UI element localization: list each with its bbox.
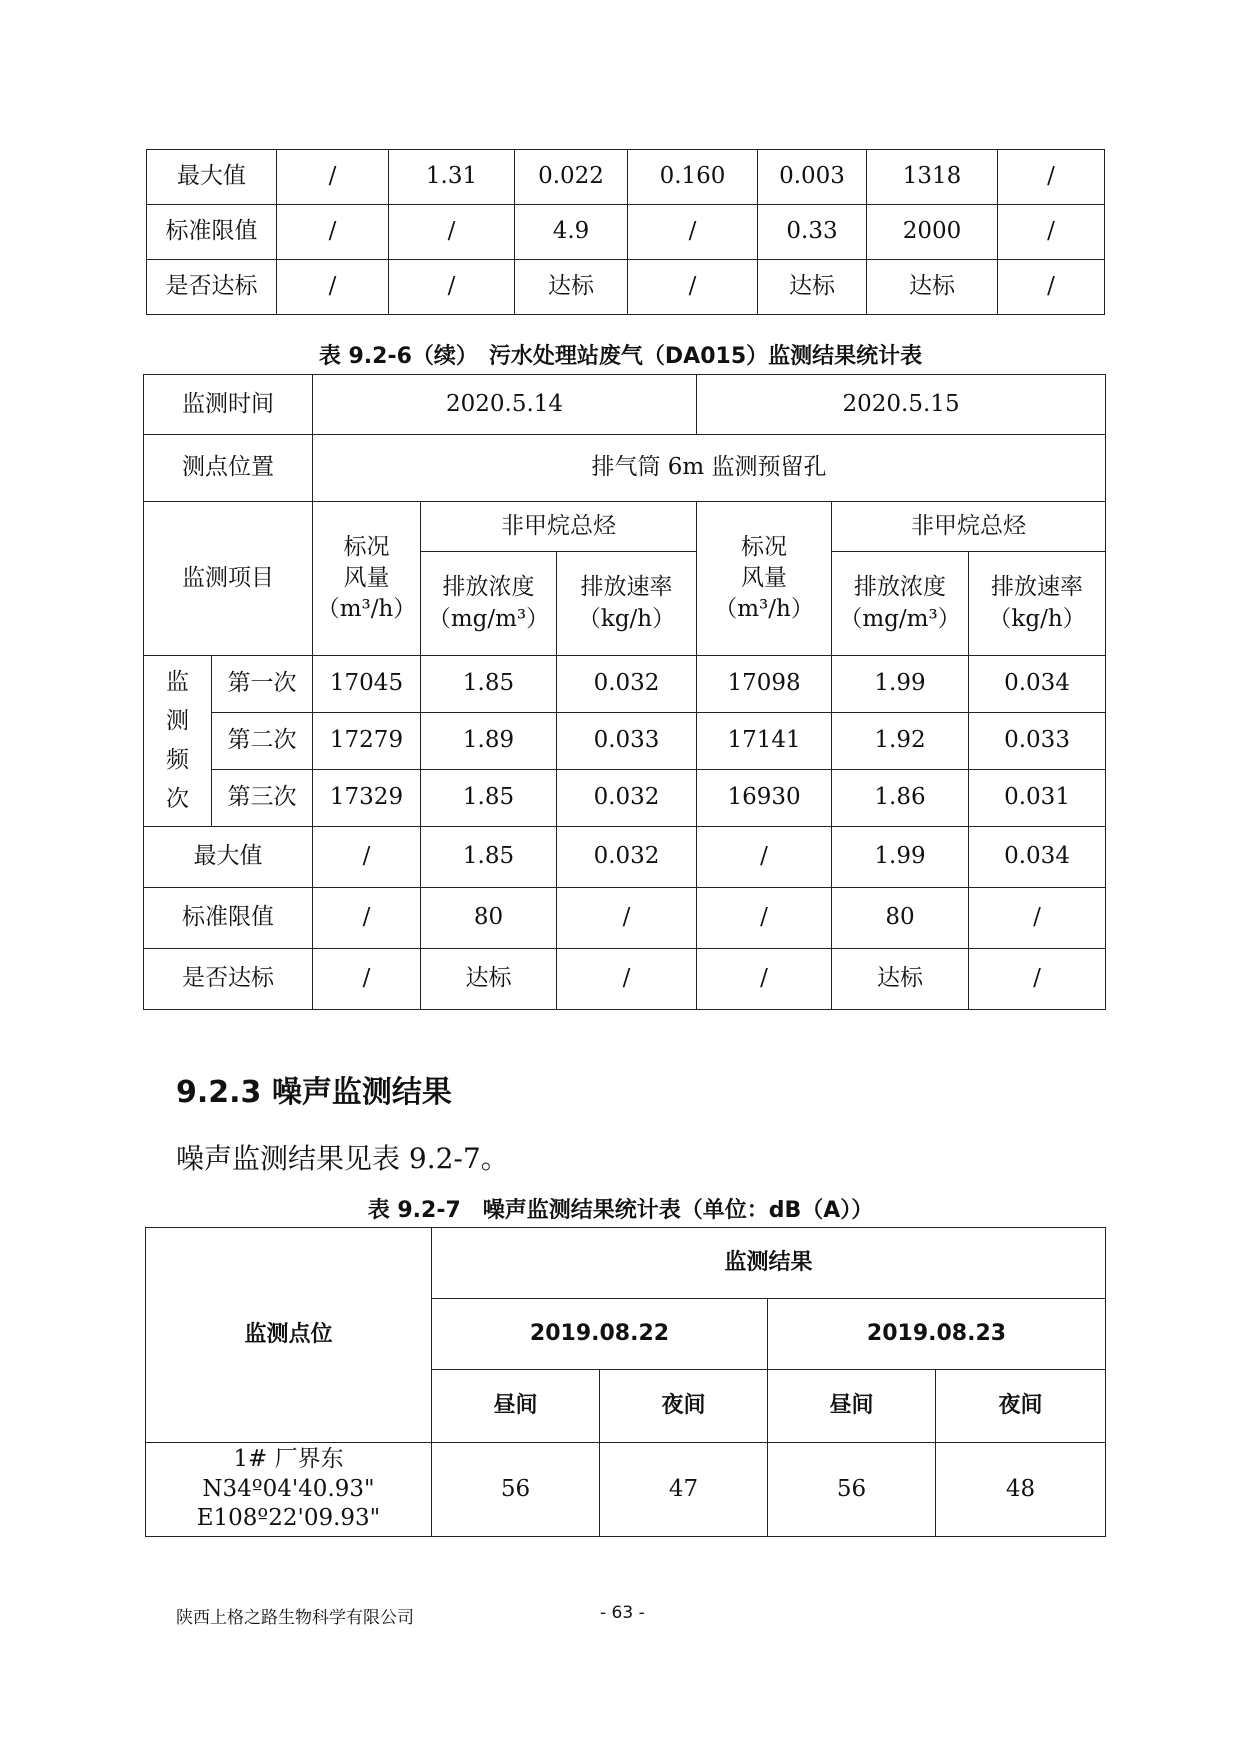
result-label: 监测结果 [432,1228,1106,1299]
table-cell: / [557,949,697,1010]
table-row [144,770,1106,827]
table-cell: 0.032 [557,656,697,713]
table-cell: / [998,150,1105,205]
table-row [147,260,1105,315]
table-cell: 0.033 [557,713,697,770]
table-row [147,150,1105,205]
footer-page-number: - 63 - [600,1603,645,1623]
table-cell: / [557,888,697,949]
table-cell: / [313,827,421,888]
point-label: 监测点位 [146,1228,432,1443]
noise-value: 56 [768,1443,936,1537]
table-cell: / [277,205,389,260]
table-cell: 1.89 [421,713,557,770]
table6-summary [144,827,1106,1010]
flow-header-1 [313,502,421,656]
table-cell: 1.31 [389,150,515,205]
flow-l3: （m³/h） [714,596,814,623]
conc-l1: 排放浓度 [442,574,535,601]
table-cell: 0.033 [969,713,1106,770]
footer-company: 陕西上格之路生物科学有限公司 [176,1608,414,1628]
conc-l2: （mg/m³） [427,605,550,632]
table-cell: 17329 [313,770,421,827]
night-header-1: 夜间 [600,1370,768,1443]
rate-l1: 排放速率 [991,574,1084,601]
point-l2: N34º04'40.93" [202,1475,375,1502]
table7 [145,1227,1106,1537]
rate-l2: （kg/h） [988,605,1086,632]
table-cell: 1.92 [832,713,969,770]
table-cell: / [313,949,421,1010]
table-cell: 0.032 [557,827,697,888]
row-label: 第三次 [212,770,313,827]
table-cell: 0.032 [557,770,697,827]
row-label: 第一次 [212,656,313,713]
freq-label-char: 频 [166,747,189,773]
table-cell: / [969,949,1106,1010]
table-cell: 达标 [515,260,628,315]
row-label: 标准限值 [147,205,277,260]
nmhc-header-1: 非甲烷总烃 [421,502,697,552]
table-row [144,888,1106,949]
day-header-1: 昼间 [432,1370,600,1443]
row-label: 最大值 [147,150,277,205]
table-cell: / [969,888,1106,949]
table-cell: / [998,205,1105,260]
table-cell: 0.034 [969,827,1106,888]
conc-header-1 [421,552,557,656]
night-header-2: 夜间 [936,1370,1106,1443]
date1: 2020.5.14 [313,375,697,435]
time-label: 监测时间 [144,375,313,435]
table-cell: 1.86 [832,770,969,827]
table-cell: / [277,260,389,315]
conc-l1: 排放浓度 [854,574,947,601]
table-row [144,656,1106,713]
row-label: 第二次 [212,713,313,770]
table-cell: 1.85 [421,656,557,713]
table-cell: 1.99 [832,656,969,713]
conc-header-2 [832,552,969,656]
table-cell: / [697,827,832,888]
point-cell [146,1443,432,1537]
flow-l3: （m³/h） [316,596,417,623]
table-row [147,205,1105,260]
table-cell: 0.031 [969,770,1106,827]
table6 [143,374,1106,1010]
table-cell: 80 [832,888,969,949]
conc-l2: （mg/m³） [839,605,961,632]
nmhc-header-2: 非甲烷总烃 [832,502,1106,552]
row-label: 是否达标 [144,949,313,1010]
row-label: 标准限值 [144,888,313,949]
freq-label-char: 监 [166,668,189,695]
table7-caption: 表 9.2-7 噪声监测结果统计表（单位：dB（A）） [367,1198,874,1223]
table-cell: 4.9 [515,205,628,260]
position-value: 排气筒 6m 监测预留孔 [313,435,1106,502]
table-cell: / [697,888,832,949]
table-cell: 17141 [697,713,832,770]
table-cell: / [389,260,515,315]
rate-l2: （kg/h） [577,605,676,632]
table-cell: / [389,205,515,260]
table-cell: 2000 [867,205,998,260]
table-cell: 1.85 [421,827,557,888]
prev-table-body [147,150,1105,315]
table-cell: 0.33 [758,205,867,260]
item-label: 监测项目 [144,502,313,656]
table6-rows [144,656,1106,827]
t7-date1: 2019.08.22 [432,1299,768,1370]
table-cell: 17045 [313,656,421,713]
table-cell: / [697,949,832,1010]
table-cell: 达标 [758,260,867,315]
position-label: 测点位置 [144,435,313,502]
table-row [144,713,1106,770]
flow-l2: 风量 [343,564,390,591]
prev-table [146,149,1105,315]
rate-header-1 [557,552,697,656]
table-cell: 达标 [867,260,998,315]
table-cell: 达标 [421,949,557,1010]
table-cell: 1.99 [832,827,969,888]
table-cell: 80 [421,888,557,949]
noise-value: 47 [600,1443,768,1537]
freq-label-char: 测 [166,707,189,734]
table-cell: 1318 [867,150,998,205]
t7-date2: 2019.08.23 [768,1299,1106,1370]
table-cell: 0.003 [758,150,867,205]
table-cell: 1.85 [421,770,557,827]
table-row [144,949,1106,1010]
flow-l1: 标况 [343,533,390,560]
row-label: 是否达标 [147,260,277,315]
point-l3: E108º22'09.93" [196,1505,381,1532]
table-cell: 达标 [832,949,969,1010]
date2: 2020.5.15 [697,375,1106,435]
table-cell: 17279 [313,713,421,770]
freq-label [144,656,212,827]
table6-caption: 表 9.2-6（续） 污水处理站废气（DA015）监测结果统计表 [318,344,923,369]
table-cell: / [628,260,758,315]
table-cell: 0.022 [515,150,628,205]
table-cell: / [998,260,1105,315]
section-heading: 9.2.3 噪声监测结果 [176,1075,452,1110]
noise-value: 48 [936,1443,1106,1537]
day-header-2: 昼间 [768,1370,936,1443]
row-label: 最大值 [144,827,313,888]
table-cell: / [313,888,421,949]
freq-label-char: 次 [166,786,189,813]
flow-l1: 标况 [741,533,788,560]
table-cell: 0.160 [628,150,758,205]
noise-value: 56 [432,1443,600,1537]
rate-l1: 排放速率 [580,574,673,601]
table-cell: 17098 [697,656,832,713]
table-cell: 16930 [697,770,832,827]
section-paragraph: 噪声监测结果见表 9.2-7。 [176,1142,509,1175]
table-cell: / [628,205,758,260]
flow-l2: 风量 [741,564,788,591]
point-l1: 1# 厂界东 [233,1445,344,1472]
rate-header-2 [969,552,1106,656]
flow-header-2 [697,502,832,656]
table-cell: / [277,150,389,205]
table-cell: 0.034 [969,656,1106,713]
table-row [144,827,1106,888]
